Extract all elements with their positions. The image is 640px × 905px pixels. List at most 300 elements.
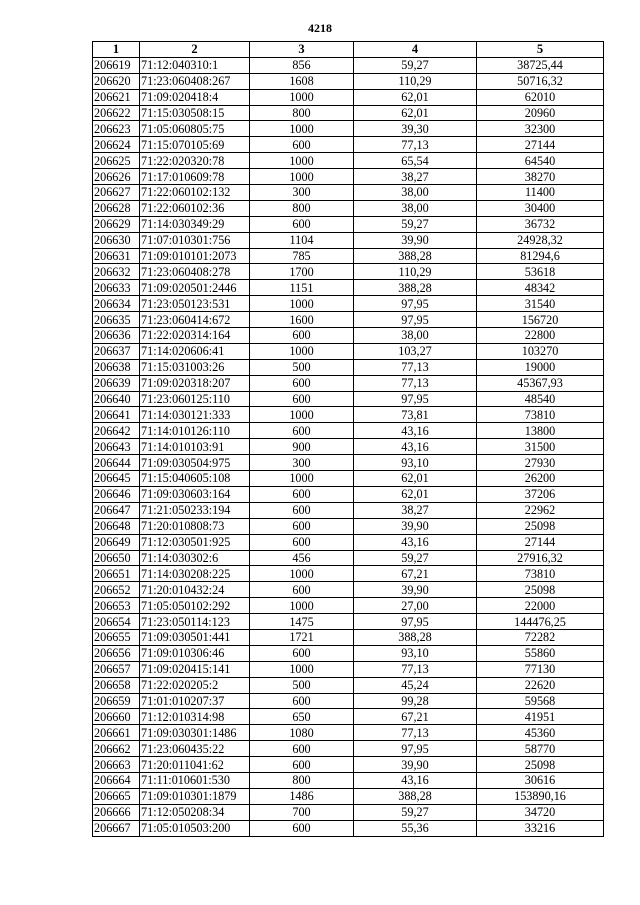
cadastral-number-cell: 71:23:050123:531 (140, 296, 250, 312)
cadastral-number-cell: 71:23:060414:672 (140, 312, 250, 328)
cadastral-number-cell: 71:07:010301:756 (140, 232, 250, 248)
rate-value-cell: 39,30 (354, 121, 477, 137)
area-value-cell: 1000 (250, 169, 354, 185)
amount-value-cell: 31500 (477, 439, 604, 455)
table-row (93, 264, 604, 280)
cadastral-number-cell: 71:17:010609:78 (140, 169, 250, 185)
cadastral-number-cell: 71:09:030603:164 (140, 486, 250, 502)
rate-value-cell: 67,21 (354, 709, 477, 725)
table-row (93, 709, 604, 725)
table-row (93, 550, 604, 566)
cadastral-number-cell: 71:14:030349:29 (140, 216, 250, 232)
amount-value-cell: 25098 (477, 757, 604, 773)
table-row (93, 534, 604, 550)
table-row (93, 169, 604, 185)
rate-value-cell: 27,00 (354, 598, 477, 614)
table-row (93, 614, 604, 630)
amount-value-cell: 25098 (477, 518, 604, 534)
amount-value-cell: 64540 (477, 153, 604, 169)
amount-value-cell: 73810 (477, 566, 604, 582)
row-number-cell: 206637 (93, 343, 140, 359)
table-row (93, 502, 604, 518)
row-number-cell: 206653 (93, 598, 140, 614)
amount-value-cell: 26200 (477, 471, 604, 487)
cadastral-number-cell: 71:23:050114:123 (140, 614, 250, 630)
row-number-cell: 206639 (93, 375, 140, 391)
amount-value-cell: 72282 (477, 629, 604, 645)
table-row (93, 518, 604, 534)
table-row (93, 741, 604, 757)
cadastral-number-cell: 71:14:020606:41 (140, 343, 250, 359)
rate-value-cell: 77,13 (354, 375, 477, 391)
rate-value-cell: 93,10 (354, 645, 477, 661)
rate-value-cell: 59,27 (354, 57, 477, 73)
column-header-3: 3 (250, 42, 354, 58)
cadastral-number-cell: 71:09:030301:1486 (140, 725, 250, 741)
amount-value-cell: 30616 (477, 772, 604, 788)
amount-value-cell: 22800 (477, 328, 604, 344)
rate-value-cell: 388,28 (354, 280, 477, 296)
table-row (93, 788, 604, 804)
table-row (93, 105, 604, 121)
row-number-cell: 206656 (93, 645, 140, 661)
amount-value-cell: 27144 (477, 137, 604, 153)
table-row (93, 645, 604, 661)
row-number-cell: 206641 (93, 407, 140, 423)
amount-value-cell: 73810 (477, 407, 604, 423)
area-value-cell: 1000 (250, 566, 354, 582)
area-value-cell: 600 (250, 137, 354, 153)
row-number-cell: 206659 (93, 693, 140, 709)
cadastral-number-cell: 71:12:050208:34 (140, 804, 250, 820)
area-value-cell: 650 (250, 709, 354, 725)
table-row (93, 232, 604, 248)
amount-value-cell: 25098 (477, 582, 604, 598)
table-row (93, 677, 604, 693)
cadastral-number-cell: 71:09:020415:141 (140, 661, 250, 677)
rate-value-cell: 39,90 (354, 232, 477, 248)
area-value-cell: 856 (250, 57, 354, 73)
cadastral-number-cell: 71:12:010314:98 (140, 709, 250, 725)
cadastral-number-cell: 71:14:010126:110 (140, 423, 250, 439)
table-row (93, 343, 604, 359)
area-value-cell: 600 (250, 693, 354, 709)
rate-value-cell: 65,54 (354, 153, 477, 169)
row-number-cell: 206643 (93, 439, 140, 455)
rate-value-cell: 388,28 (354, 788, 477, 804)
row-number-cell: 206665 (93, 788, 140, 804)
area-value-cell: 1151 (250, 280, 354, 296)
row-number-cell: 206662 (93, 741, 140, 757)
amount-value-cell: 30400 (477, 200, 604, 216)
area-value-cell: 700 (250, 804, 354, 820)
rate-value-cell: 388,28 (354, 248, 477, 264)
area-value-cell: 785 (250, 248, 354, 264)
row-number-cell: 206647 (93, 502, 140, 518)
area-value-cell: 1000 (250, 153, 354, 169)
rate-value-cell: 67,21 (354, 566, 477, 582)
amount-value-cell: 62010 (477, 89, 604, 105)
row-number-cell: 206630 (93, 232, 140, 248)
table-row (93, 725, 604, 741)
table-row (93, 566, 604, 582)
area-value-cell: 456 (250, 550, 354, 566)
row-number-cell: 206652 (93, 582, 140, 598)
rate-value-cell: 59,27 (354, 804, 477, 820)
table-row (93, 89, 604, 105)
cadastral-number-cell: 71:11:010601:530 (140, 772, 250, 788)
cadastral-number-cell: 71:22:020314:164 (140, 328, 250, 344)
cadastral-number-cell: 71:15:040605:108 (140, 471, 250, 487)
rate-value-cell: 77,13 (354, 661, 477, 677)
cadastral-number-cell: 71:15:070105:69 (140, 137, 250, 153)
amount-value-cell: 58770 (477, 741, 604, 757)
amount-value-cell: 22962 (477, 502, 604, 518)
row-number-cell: 206650 (93, 550, 140, 566)
cadastral-number-cell: 71:12:030501:925 (140, 534, 250, 550)
area-value-cell: 1000 (250, 121, 354, 137)
rate-value-cell: 55,36 (354, 820, 477, 836)
area-value-cell: 1700 (250, 264, 354, 280)
area-value-cell: 1721 (250, 629, 354, 645)
rate-value-cell: 38,00 (354, 185, 477, 201)
row-number-cell: 206623 (93, 121, 140, 137)
row-number-cell: 206649 (93, 534, 140, 550)
amount-value-cell: 27930 (477, 455, 604, 471)
cadastral-number-cell: 71:14:030208:225 (140, 566, 250, 582)
cadastral-number-cell: 71:05:050102:292 (140, 598, 250, 614)
rate-value-cell: 39,90 (354, 518, 477, 534)
amount-value-cell: 38270 (477, 169, 604, 185)
amount-value-cell: 31540 (477, 296, 604, 312)
table-row (93, 407, 604, 423)
table-row (93, 200, 604, 216)
table-row (93, 359, 604, 375)
amount-value-cell: 38725,44 (477, 57, 604, 73)
table-row (93, 312, 604, 328)
table-row (93, 598, 604, 614)
row-number-cell: 206646 (93, 486, 140, 502)
amount-value-cell: 22620 (477, 677, 604, 693)
table-row (93, 661, 604, 677)
cadastral-number-cell: 71:09:030504:975 (140, 455, 250, 471)
table-row (93, 153, 604, 169)
rate-value-cell: 110,29 (354, 73, 477, 89)
row-number-cell: 206654 (93, 614, 140, 630)
rate-value-cell: 62,01 (354, 486, 477, 502)
amount-value-cell: 48540 (477, 391, 604, 407)
amount-value-cell: 27916,32 (477, 550, 604, 566)
row-number-cell: 206620 (93, 73, 140, 89)
cadastral-number-cell: 71:20:010432:24 (140, 582, 250, 598)
table-row (93, 629, 604, 645)
row-number-cell: 206645 (93, 471, 140, 487)
rate-value-cell: 388,28 (354, 629, 477, 645)
page-number: 4218 (308, 21, 332, 35)
amount-value-cell: 53618 (477, 264, 604, 280)
amount-value-cell: 34720 (477, 804, 604, 820)
rate-value-cell: 38,00 (354, 328, 477, 344)
amount-value-cell: 19000 (477, 359, 604, 375)
cadastral-number-cell: 71:01:010207:37 (140, 693, 250, 709)
rate-value-cell: 97,95 (354, 296, 477, 312)
area-value-cell: 600 (250, 582, 354, 598)
amount-value-cell: 27144 (477, 534, 604, 550)
rate-value-cell: 93,10 (354, 455, 477, 471)
row-number-cell: 206631 (93, 248, 140, 264)
area-value-cell: 1000 (250, 343, 354, 359)
column-header-5: 5 (477, 42, 604, 58)
cadastral-number-cell: 71:09:030501:441 (140, 629, 250, 645)
row-number-cell: 206657 (93, 661, 140, 677)
table-row (93, 471, 604, 487)
row-number-cell: 206636 (93, 328, 140, 344)
table-row (93, 693, 604, 709)
amount-value-cell: 37206 (477, 486, 604, 502)
row-number-cell: 206621 (93, 89, 140, 105)
area-value-cell: 1000 (250, 407, 354, 423)
amount-value-cell: 13800 (477, 423, 604, 439)
amount-value-cell: 41951 (477, 709, 604, 725)
table-row (93, 328, 604, 344)
area-value-cell: 800 (250, 105, 354, 121)
row-number-cell: 206633 (93, 280, 140, 296)
area-value-cell: 1000 (250, 598, 354, 614)
amount-value-cell: 22000 (477, 598, 604, 614)
amount-value-cell: 32300 (477, 121, 604, 137)
amount-value-cell: 45367,93 (477, 375, 604, 391)
row-number-cell: 206663 (93, 757, 140, 773)
row-number-cell: 206627 (93, 185, 140, 201)
table-header-row (93, 42, 604, 58)
cadastral-number-cell: 71:23:060435:22 (140, 741, 250, 757)
row-number-cell: 206638 (93, 359, 140, 375)
area-value-cell: 800 (250, 200, 354, 216)
table-row (93, 121, 604, 137)
column-header-4: 4 (354, 42, 477, 58)
rate-value-cell: 62,01 (354, 89, 477, 105)
row-number-cell: 206629 (93, 216, 140, 232)
row-number-cell: 206651 (93, 566, 140, 582)
table-row (93, 137, 604, 153)
data-table (92, 41, 604, 837)
amount-value-cell: 81294,6 (477, 248, 604, 264)
row-number-cell: 206666 (93, 804, 140, 820)
row-number-cell: 206644 (93, 455, 140, 471)
amount-value-cell: 103270 (477, 343, 604, 359)
area-value-cell: 600 (250, 741, 354, 757)
table-row (93, 391, 604, 407)
row-number-cell: 206635 (93, 312, 140, 328)
area-value-cell: 600 (250, 820, 354, 836)
table-body (93, 57, 604, 836)
table-row (93, 280, 604, 296)
row-number-cell: 206658 (93, 677, 140, 693)
area-value-cell: 800 (250, 772, 354, 788)
rate-value-cell: 73,81 (354, 407, 477, 423)
area-value-cell: 1000 (250, 471, 354, 487)
row-number-cell: 206660 (93, 709, 140, 725)
amount-value-cell: 59568 (477, 693, 604, 709)
row-number-cell: 206642 (93, 423, 140, 439)
cadastral-number-cell: 71:15:030508:15 (140, 105, 250, 121)
area-value-cell: 600 (250, 423, 354, 439)
area-value-cell: 600 (250, 328, 354, 344)
amount-value-cell: 77130 (477, 661, 604, 677)
row-number-cell: 206626 (93, 169, 140, 185)
amount-value-cell: 55860 (477, 645, 604, 661)
table-row (93, 73, 604, 89)
amount-value-cell: 153890,16 (477, 788, 604, 804)
area-value-cell: 600 (250, 502, 354, 518)
area-value-cell: 600 (250, 486, 354, 502)
amount-value-cell: 144476,25 (477, 614, 604, 630)
cadastral-number-cell: 71:09:020318:207 (140, 375, 250, 391)
area-value-cell: 300 (250, 185, 354, 201)
area-value-cell: 600 (250, 216, 354, 232)
row-number-cell: 206625 (93, 153, 140, 169)
cadastral-number-cell: 71:15:031003:26 (140, 359, 250, 375)
row-number-cell: 206655 (93, 629, 140, 645)
row-number-cell: 206628 (93, 200, 140, 216)
cadastral-number-cell: 71:05:010503:200 (140, 820, 250, 836)
rate-value-cell: 59,27 (354, 550, 477, 566)
amount-value-cell: 156720 (477, 312, 604, 328)
table-row (93, 423, 604, 439)
table-row (93, 486, 604, 502)
row-number-cell: 206661 (93, 725, 140, 741)
cadastral-number-cell: 71:20:010808:73 (140, 518, 250, 534)
row-number-cell: 206634 (93, 296, 140, 312)
rate-value-cell: 43,16 (354, 423, 477, 439)
row-number-cell: 206648 (93, 518, 140, 534)
rate-value-cell: 62,01 (354, 471, 477, 487)
cadastral-number-cell: 71:23:060125:110 (140, 391, 250, 407)
rate-value-cell: 43,16 (354, 439, 477, 455)
rate-value-cell: 62,01 (354, 105, 477, 121)
area-value-cell: 1000 (250, 89, 354, 105)
column-header-1: 1 (93, 42, 140, 58)
rate-value-cell: 77,13 (354, 725, 477, 741)
rate-value-cell: 59,27 (354, 216, 477, 232)
rate-value-cell: 97,95 (354, 614, 477, 630)
area-value-cell: 1475 (250, 614, 354, 630)
row-number-cell: 206632 (93, 264, 140, 280)
rate-value-cell: 77,13 (354, 359, 477, 375)
rate-value-cell: 97,95 (354, 391, 477, 407)
table-row (93, 57, 604, 73)
area-value-cell: 600 (250, 518, 354, 534)
table-row (93, 455, 604, 471)
area-value-cell: 1600 (250, 312, 354, 328)
amount-value-cell: 50716,32 (477, 73, 604, 89)
row-number-cell: 206624 (93, 137, 140, 153)
cadastral-number-cell: 71:23:060408:278 (140, 264, 250, 280)
cadastral-number-cell: 71:12:040310:1 (140, 57, 250, 73)
area-value-cell: 900 (250, 439, 354, 455)
area-value-cell: 500 (250, 359, 354, 375)
rate-value-cell: 77,13 (354, 137, 477, 153)
area-value-cell: 500 (250, 677, 354, 693)
table-row (93, 772, 604, 788)
rate-value-cell: 38,27 (354, 169, 477, 185)
area-value-cell: 1608 (250, 73, 354, 89)
cadastral-number-cell: 71:14:010103:91 (140, 439, 250, 455)
rate-value-cell: 43,16 (354, 534, 477, 550)
cadastral-number-cell: 71:09:020501:2446 (140, 280, 250, 296)
table-row (93, 296, 604, 312)
row-number-cell: 206667 (93, 820, 140, 836)
rate-value-cell: 99,28 (354, 693, 477, 709)
area-value-cell: 1104 (250, 232, 354, 248)
area-value-cell: 600 (250, 391, 354, 407)
table-row (93, 185, 604, 201)
area-value-cell: 1000 (250, 661, 354, 677)
cadastral-number-cell: 71:20:011041:62 (140, 757, 250, 773)
table-row (93, 820, 604, 836)
rate-value-cell: 103,27 (354, 343, 477, 359)
amount-value-cell: 24928,32 (477, 232, 604, 248)
amount-value-cell: 11400 (477, 185, 604, 201)
rate-value-cell: 97,95 (354, 741, 477, 757)
table-row (93, 375, 604, 391)
amount-value-cell: 36732 (477, 216, 604, 232)
area-value-cell: 1080 (250, 725, 354, 741)
table-row (93, 439, 604, 455)
cadastral-number-cell: 71:09:020418:4 (140, 89, 250, 105)
cadastral-number-cell: 71:09:010101:2073 (140, 248, 250, 264)
cadastral-number-cell: 71:14:030302:6 (140, 550, 250, 566)
area-value-cell: 600 (250, 645, 354, 661)
table-row (93, 757, 604, 773)
rate-value-cell: 38,00 (354, 200, 477, 216)
cadastral-number-cell: 71:23:060408:267 (140, 73, 250, 89)
area-value-cell: 300 (250, 455, 354, 471)
table-row (93, 582, 604, 598)
cadastral-number-cell: 71:22:020205:2 (140, 677, 250, 693)
cadastral-number-cell: 71:14:030121:333 (140, 407, 250, 423)
row-number-cell: 206664 (93, 772, 140, 788)
area-value-cell: 600 (250, 375, 354, 391)
table-row (93, 804, 604, 820)
cadastral-number-cell: 71:21:050233:194 (140, 502, 250, 518)
cadastral-number-cell: 71:05:060805:75 (140, 121, 250, 137)
rate-value-cell: 39,90 (354, 582, 477, 598)
amount-value-cell: 20960 (477, 105, 604, 121)
rate-value-cell: 110,29 (354, 264, 477, 280)
area-value-cell: 600 (250, 534, 354, 550)
area-value-cell: 1486 (250, 788, 354, 804)
table-row (93, 216, 604, 232)
cadastral-number-cell: 71:22:060102:36 (140, 200, 250, 216)
rate-value-cell: 45,24 (354, 677, 477, 693)
amount-value-cell: 33216 (477, 820, 604, 836)
cadastral-number-cell: 71:09:010306:46 (140, 645, 250, 661)
table-row (93, 248, 604, 264)
rate-value-cell: 43,16 (354, 772, 477, 788)
column-header-2: 2 (140, 42, 250, 58)
rate-value-cell: 39,90 (354, 757, 477, 773)
row-number-cell: 206619 (93, 57, 140, 73)
row-number-cell: 206622 (93, 105, 140, 121)
cadastral-number-cell: 71:22:060102:132 (140, 185, 250, 201)
amount-value-cell: 45360 (477, 725, 604, 741)
cadastral-number-cell: 71:09:010301:1879 (140, 788, 250, 804)
area-value-cell: 1000 (250, 296, 354, 312)
cadastral-number-cell: 71:22:020320:78 (140, 153, 250, 169)
row-number-cell: 206640 (93, 391, 140, 407)
amount-value-cell: 48342 (477, 280, 604, 296)
